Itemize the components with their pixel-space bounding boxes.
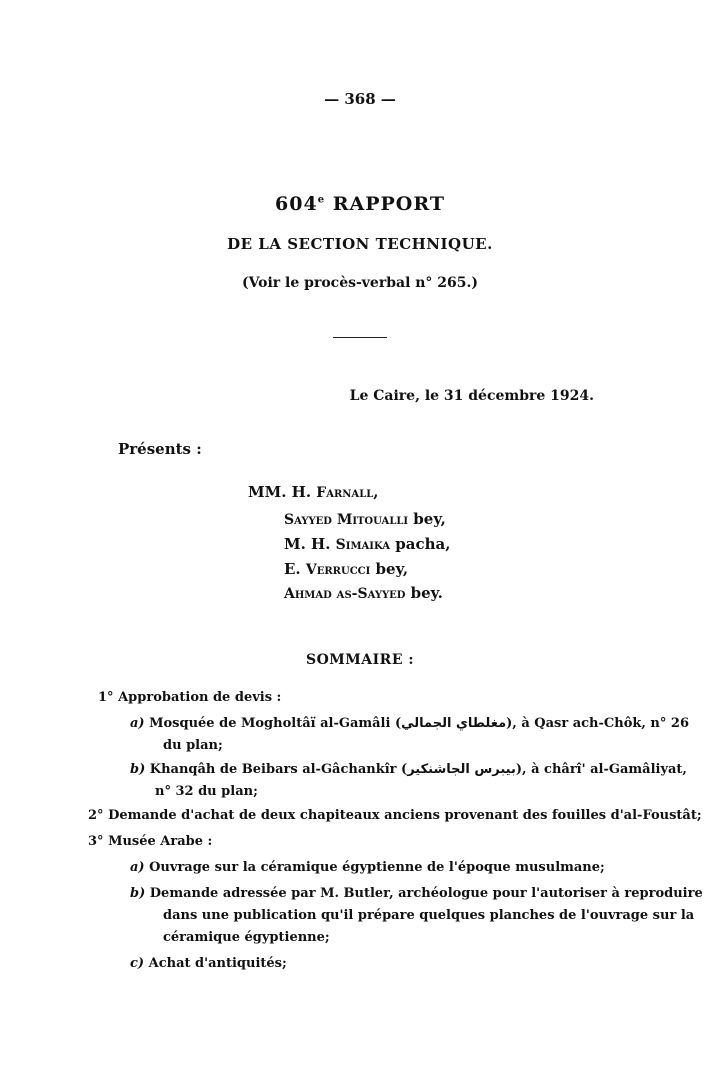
subitem-text: Achat d'antiquités; xyxy=(148,956,287,971)
summary-subitem xyxy=(130,860,605,875)
item-number: 2° xyxy=(88,808,104,823)
subitem-text: Ouvrage sur la céramique égyptienne de l'époque musulmane; xyxy=(149,860,605,875)
member-name: Simaika xyxy=(335,537,391,553)
report-reference: (Voir le procès-verbal n° 265.) xyxy=(241,275,479,291)
subitem-text: ), à chârî' al-Gamâliyat, xyxy=(515,762,687,777)
member-name: Sayyed Mitouallі xyxy=(284,512,409,528)
subitem-label: b) xyxy=(130,762,146,777)
report-number: 604 xyxy=(275,193,318,215)
member-suffix: bey. xyxy=(405,584,443,602)
item-number: 1° xyxy=(98,690,114,705)
member-name: Farnall xyxy=(316,485,374,501)
summary-subitem xyxy=(130,762,687,777)
member-line xyxy=(248,483,379,501)
summary-item xyxy=(88,834,212,849)
item-number: 3° xyxy=(88,834,104,849)
member-line xyxy=(284,560,408,578)
arabic-name: مغلطاي الجمالي xyxy=(401,716,507,731)
item-text: Demande d'achat de deux chapiteaux anciens provenant des fouilles d'al-Foustât; xyxy=(108,808,702,823)
item-text: Approbation de devis : xyxy=(118,690,282,705)
member-name: Verrucci xyxy=(305,562,371,578)
report-number-suffix: e xyxy=(317,194,326,206)
member-suffix: bey, xyxy=(370,560,409,578)
summary-subitem xyxy=(130,956,287,971)
report-title-text: RAPPORT xyxy=(332,193,445,215)
subitem-text: Mosquée de Mogholtâï al-Gamâli ( xyxy=(149,716,402,731)
member-name: Ahmad as-Sayyed xyxy=(284,586,406,602)
presents-label: Présents : xyxy=(118,440,202,458)
member-suffix: pacha, xyxy=(390,535,451,553)
member-prefix: M. H. xyxy=(284,535,336,553)
member-prefix: E. xyxy=(284,560,306,578)
member-line xyxy=(284,510,446,528)
summary-item xyxy=(98,690,281,705)
report-subtitle: DE LA SECTION TECHNIQUE. xyxy=(227,235,493,253)
subitem-text: Demande adressée par M. Butler, archéologue pour l'autoriser à reproduire xyxy=(149,886,703,901)
page-number: — 368 — xyxy=(324,90,396,108)
member-line xyxy=(284,535,450,553)
report-title xyxy=(0,193,720,215)
summary-subitem xyxy=(130,716,689,731)
separator-rule xyxy=(333,337,387,338)
arabic-name: بيبرس الجاشنكير xyxy=(407,762,516,777)
report-date: Le Caire, le 31 décembre 1924. xyxy=(349,388,594,404)
subitem-label: a) xyxy=(130,860,145,875)
summary-item xyxy=(88,808,702,823)
subitem-continuation: céramique égyptienne; xyxy=(163,930,330,945)
subitem-text: ), à Qasr ach-Chôk, n° 26 xyxy=(506,716,690,731)
subitem-text: Khanqâh de Beibars al-Gâchankîr ( xyxy=(149,762,408,777)
subitem-label: c) xyxy=(130,956,145,971)
member-suffix: , xyxy=(373,483,379,501)
subitem-label: a) xyxy=(130,716,145,731)
subitem-label: b) xyxy=(130,886,146,901)
summary-subitem xyxy=(130,886,703,901)
member-line xyxy=(284,584,443,602)
member-suffix: bey, xyxy=(408,510,446,528)
subitem-continuation: n° 32 du plan; xyxy=(155,784,258,799)
member-prefix: MM. H. xyxy=(248,483,317,501)
subitem-continuation: dans une publication qu'il prépare quelques planches de l'ouvrage sur la xyxy=(163,908,695,923)
item-text: Musée Arabe : xyxy=(108,834,213,849)
subitem-continuation: du plan; xyxy=(163,738,223,753)
sommaire-heading: SOMMAIRE : xyxy=(305,652,415,668)
